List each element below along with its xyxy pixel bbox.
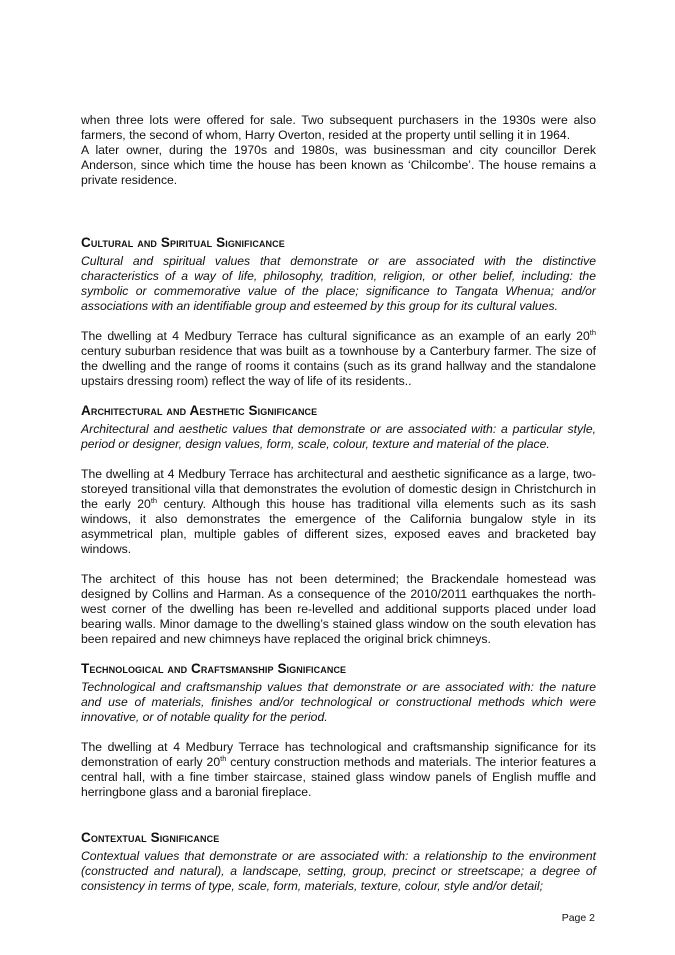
- document-page: [81, 113, 596, 894]
- technological-section: [81, 661, 596, 800]
- architectural-body-1: The dwelling at 4 Medbury Terrace has architectural and aesthetic significance as a large, two-storeyed transitional villa that demonstrates the evolution of domestic design in Christchurch in the early 20th century. Although this house has traditional villa elements such as its sash windows, it also demonstrates the emergence of the California bungalow style in its asymmetrical plan, multiple gables of different sizes, exposed eaves and bracketed bay windows.: [81, 467, 596, 556]
- intro-paragraph-1: when three lots were offered for sale. Two subsequent purchasers in the 1930s were also farmers, the second of whom, Harry Overton, resided at the property until selling it in 1964.: [81, 113, 596, 142]
- contextual-heading: Contextual Significance: [81, 830, 220, 845]
- intro-paragraph-2: A later owner, during the 1970s and 1980s, was businessman and city councillor Derek Anderson, since which time the house has been known as ‘Chilcombe’. The house remains a private residence.: [81, 143, 596, 187]
- architectural-definition: Architectural and aesthetic values that demonstrate or are associated with: a particular style, period or designer, design values, form, scale, colour, texture and material of the place.: [81, 422, 596, 451]
- architectural-section: [81, 403, 596, 647]
- page-number: Page 2: [561, 912, 595, 924]
- technological-heading: Technological and Craftsmanship Significance: [81, 661, 347, 676]
- cultural-body: The dwelling at 4 Medbury Terrace has cultural significance as an example of an early 20th century suburban residence that was built as a townhouse by a Canterbury farmer. The size of the dwelling and the range of rooms it contains (such as its grand hallway and the standalone upstairs dressing room) reflect the way of life of its residents..: [81, 327, 596, 388]
- technological-definition: Technological and craftsmanship values that demonstrate or are associated with: the nature and use of materials, finishes and/or technological or constructional methods which were innovative, or of notable quality for the period.: [81, 680, 596, 724]
- contextual-definition: Contextual values that demonstrate or are associated with: a relationship to the environment (constructed and natural), a landscape, setting, group, precinct or streetscape; a degree of consistency in terms of type, scale, form, materials, texture, colour, style and/or detail;: [81, 849, 596, 893]
- architectural-heading: Architectural and Aesthetic Significance: [81, 403, 318, 418]
- cultural-section: [81, 235, 596, 389]
- architectural-body-2: The architect of this house has not been determined; the Brackendale homestead was designed by Collins and Harman. As a consequence of the 2010/2011 earthquakes the north-west corner of the dwelling has been re-levelled and additional supports placed under load bearing walls. Minor damage to the dwelling’s stained glass window on the south elevation has been repaired and new chimneys have replaced the original brick chimneys.: [81, 572, 596, 646]
- cultural-heading: Cultural and Spiritual Significance: [81, 235, 285, 250]
- cultural-definition: Cultural and spiritual values that demonstrate or are associated with the distinctive characteristics of a way of life, philosophy, tradition, religion, or other belief, including: the symbolic or commemorative value of the place; significance to Tangata Whenua; and/or associations with an identifiable group and esteemed by this group for its cultural values.: [81, 254, 596, 313]
- contextual-section: [81, 830, 596, 894]
- technological-body: The dwelling at 4 Medbury Terrace has technological and craftsmanship significance for its demonstration of early 20th century construction methods and materials. The interior features a central hall, with a fine timber staircase, stained glass window panels of English muffle and herringbone glass and a baronial fireplace.: [81, 740, 597, 799]
